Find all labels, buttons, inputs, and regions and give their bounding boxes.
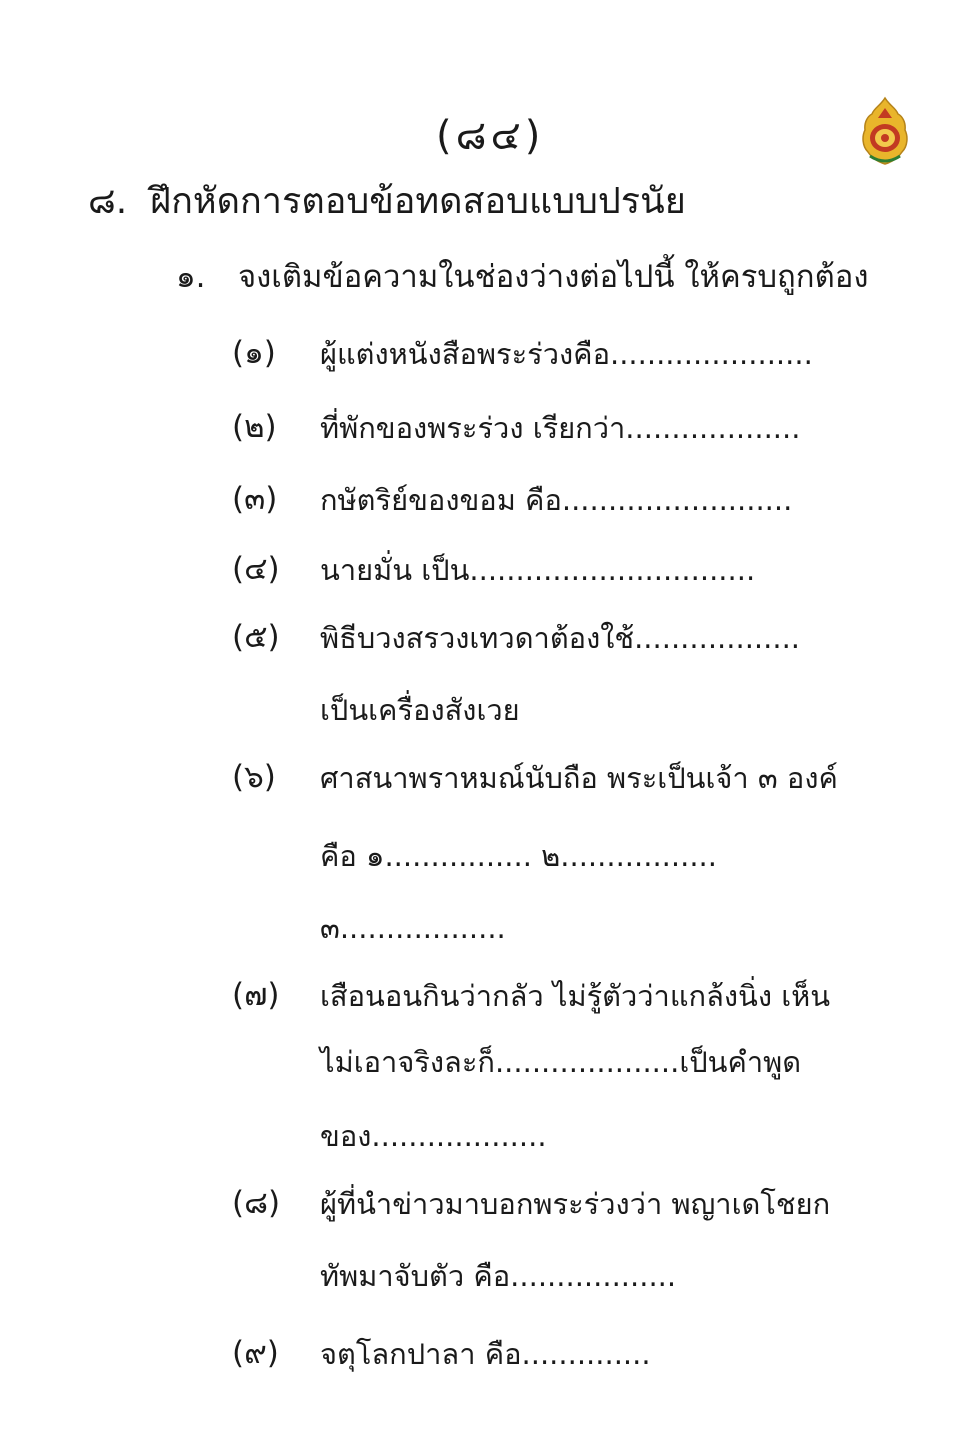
question-text: ที่พักของพระร่วง เรียกว่า...................: [320, 411, 801, 445]
question-number: (๘): [232, 1185, 281, 1221]
question-text: ไม่เอาจริงละก็....................เป็นคำพูด: [320, 1045, 802, 1079]
section-heading: [88, 181, 686, 222]
question-number: (๓): [232, 481, 278, 517]
instruction-number: ๑.: [176, 259, 206, 295]
instruction-text: จงเติมข้อความในช่องว่างต่อไปนี้ ให้ครบถูกต้อง: [238, 259, 869, 295]
instruction: [176, 259, 869, 295]
question-number: (๗): [232, 977, 280, 1013]
question-text: พิธีบวงสรวงเทวดาต้องใช้..................: [320, 621, 801, 655]
question-number: (๕): [232, 619, 280, 655]
question-number: (๖): [232, 759, 276, 795]
question-text: คือ ๑................ ๒.................: [320, 839, 717, 873]
question-text: ทัพมาจับตัว คือ..................: [320, 1259, 677, 1293]
section-title: ฝึกหัดการตอบข้อทดสอบแบบปรนัย: [150, 181, 686, 222]
emblem-icon: [858, 96, 912, 166]
question-text: เป็นเครื่องสังเวย: [320, 693, 520, 727]
section-number: ๘.: [88, 181, 128, 222]
question-text: ผู้ที่นำข่าวมาบอกพระร่วงว่า พญาเดโชยก: [320, 1187, 831, 1221]
question-text: ผู้แต่งหนังสือพระร่วงคือ......................: [320, 337, 813, 371]
page-number: (๘๔): [436, 113, 545, 159]
question-number: (๑): [232, 335, 276, 371]
question-text: นายมั่น เป็น...............................: [320, 553, 756, 587]
question-text: เสือนอนกินว่ากลัว ไม่รู้ตัวว่าแกล้งนิ่ง เห็น: [320, 979, 831, 1013]
question-text: ของ...................: [320, 1119, 547, 1153]
question-number: (๔): [232, 551, 280, 587]
question-number: (๒): [232, 409, 277, 445]
question-text: ศาสนาพราหมณ์นับถือ พระเป็นเจ้า ๓ องค์: [320, 761, 838, 795]
question-text: กษัตริย์ของขอม คือ.........................: [320, 483, 793, 517]
question-text: ๓..................: [320, 911, 506, 945]
question-text: จตุโลกปาลา คือ..............: [320, 1337, 651, 1371]
question-number: (๙): [232, 1335, 279, 1371]
